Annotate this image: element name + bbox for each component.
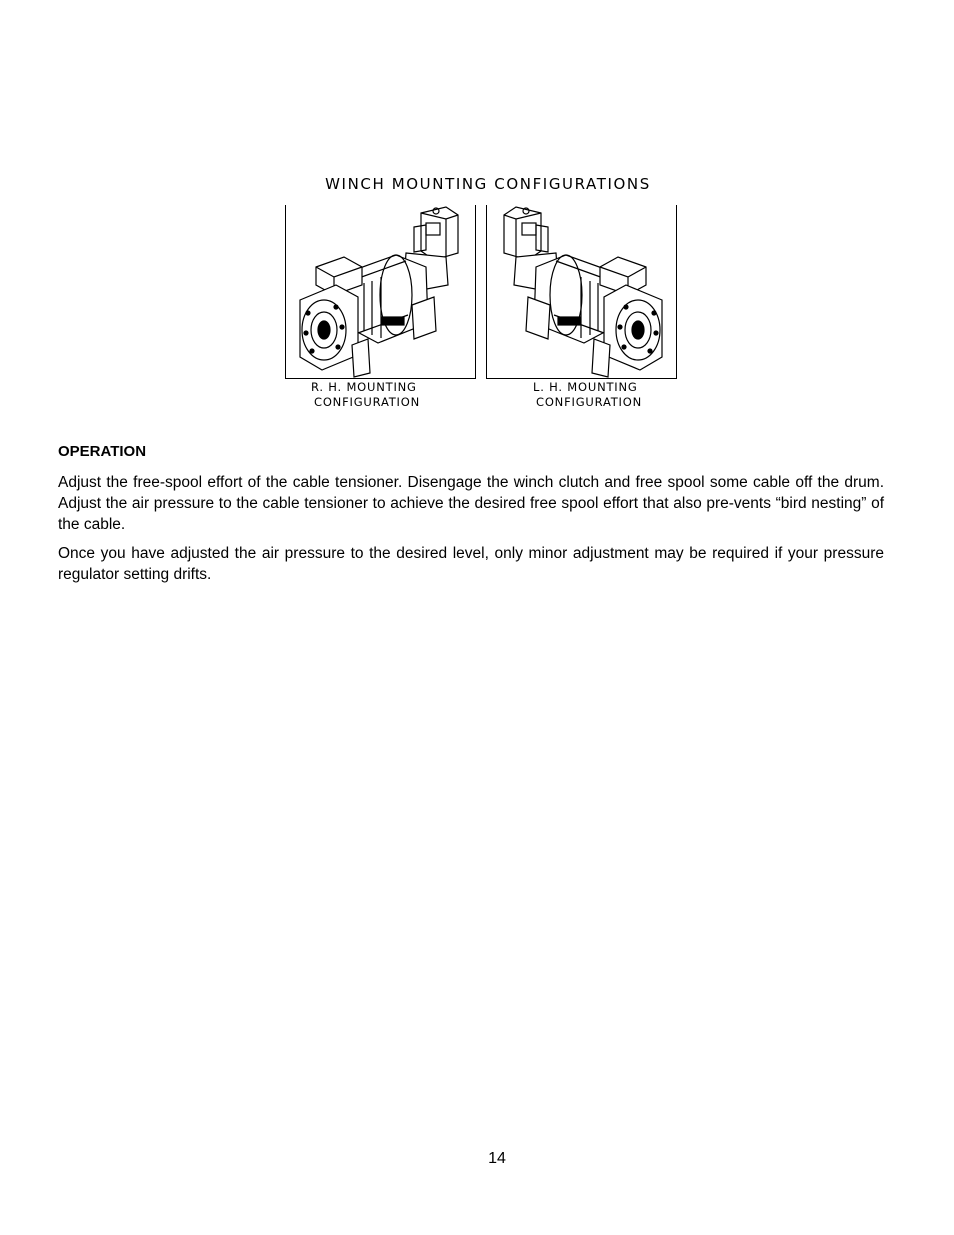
lh-mounting-caption [533, 380, 642, 410]
rh-mounting-drawing [285, 205, 476, 379]
page-number: 14 [488, 1150, 506, 1167]
operation-paragraph-2: Once you have adjusted the air pressure to the desired level, only minor adjustment may be required if your pressure regulator setting drifts. [58, 545, 884, 583]
rh-mounting-caption [311, 380, 420, 410]
rh-winch-illustration [286, 205, 475, 378]
lh-winch-illustration [487, 205, 676, 378]
figure-title: WINCH MOUNTING CONFIGURATIONS [325, 175, 651, 193]
lh-caption-line2: CONFIGURATION [536, 395, 642, 409]
rh-caption-line1: R. H. MOUNTING [311, 380, 417, 394]
operation-paragraph-1: Adjust the free-spool effort of the cable tensioner. Disengage the winch clutch and free spool some cable off the drum. Adjust the air pressure to the cable tensioner to achieve the desired free spool effort that also pre-vents “bird nesting” of the cable. [58, 474, 884, 533]
lh-caption-line1: L. H. MOUNTING [533, 380, 638, 394]
rh-caption-line2: CONFIGURATION [314, 395, 420, 409]
section-heading: OPERATION [58, 443, 147, 460]
lh-mounting-drawing [486, 205, 677, 379]
